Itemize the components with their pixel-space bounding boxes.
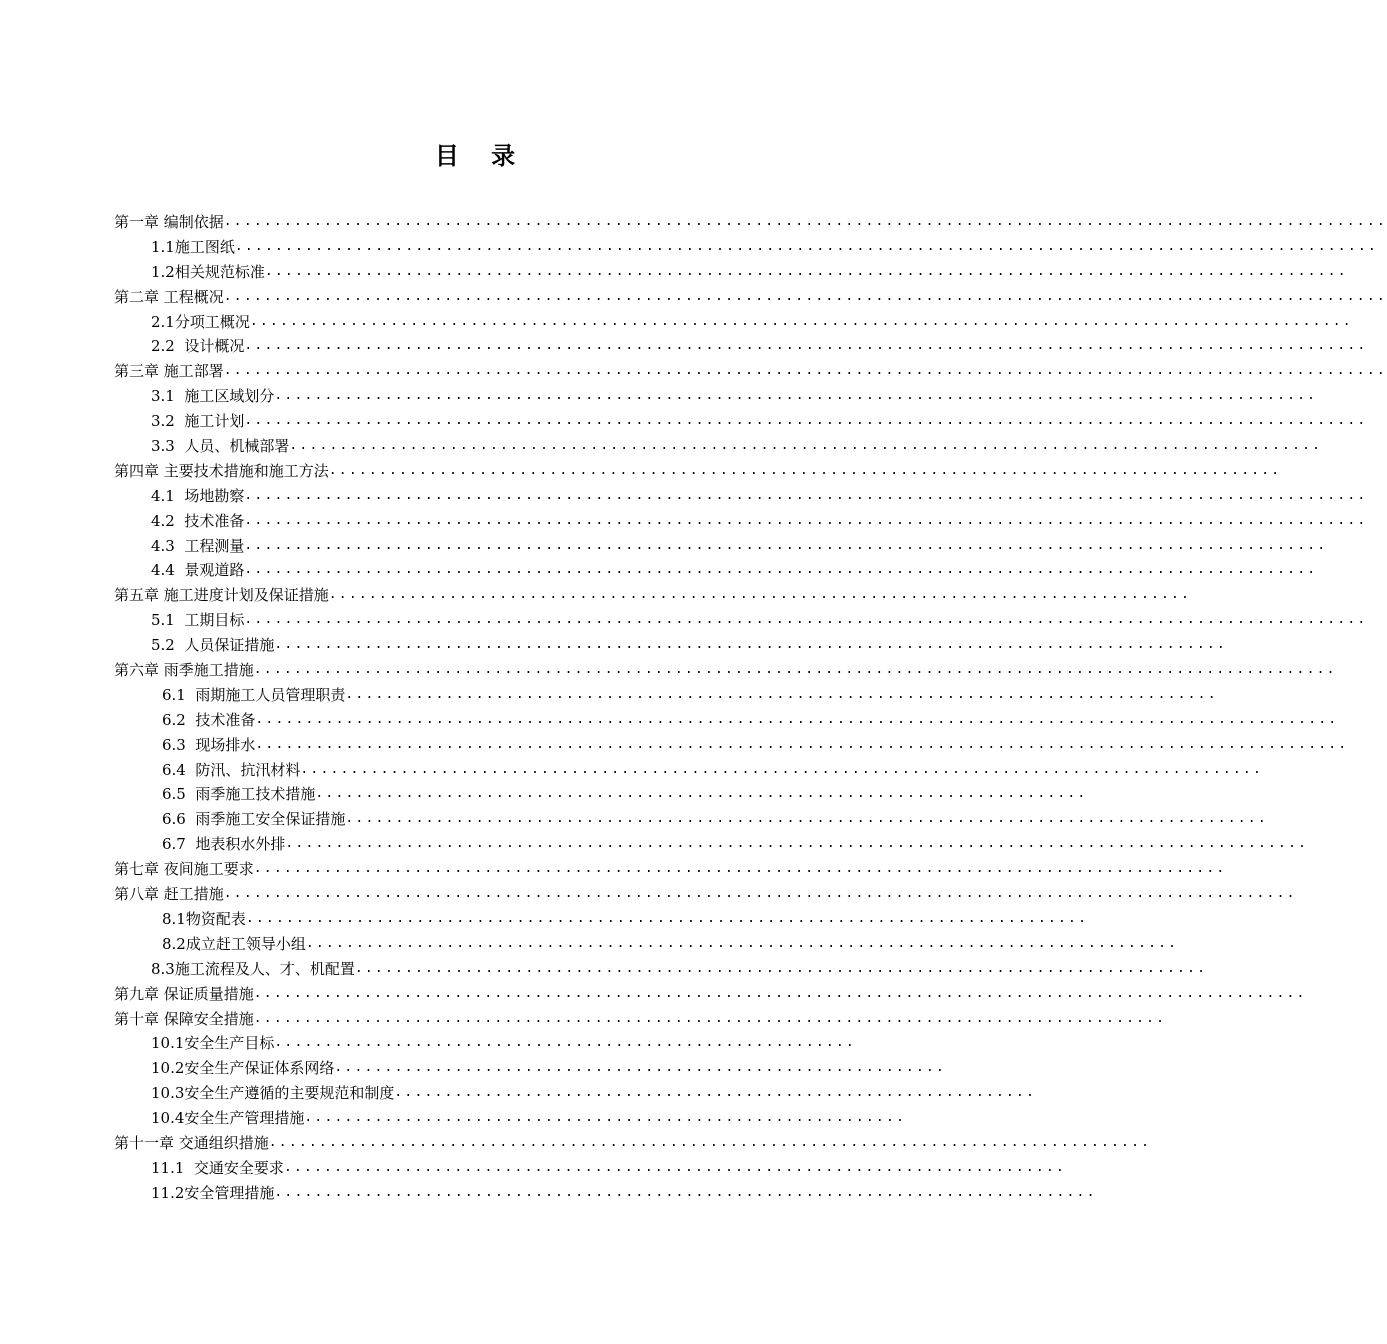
toc-section-entry[interactable]	[0, 683, 1218, 708]
toc-section-entry[interactable]	[0, 907, 1089, 932]
toc-entry-label: 6.1 雨期施工人员管理职责	[162, 685, 346, 704]
toc-section-entry[interactable]	[0, 434, 1323, 459]
toc-dot-leader: ....................................................................................................................	[223, 288, 1387, 304]
toc-dot-leader: .............................................................................................................	[255, 736, 1349, 752]
toc-dot-leader: ...........................................................................................	[253, 1010, 1167, 1026]
toc-entry-label: 6.6 雨季施工安全保证措施	[162, 810, 346, 829]
toc-section-entry[interactable]	[0, 1156, 1067, 1181]
toc-dot-leader: ................................................................................................................	[244, 338, 1368, 354]
toc-section-entry[interactable]	[0, 1081, 1037, 1106]
toc-dot-leader: ..................................................................................	[274, 1184, 1097, 1200]
toc-entry-label: 第四章 主要技术措施和施工方法	[114, 461, 329, 480]
toc-dot-leader: ............................................................	[304, 1110, 907, 1126]
toc-entry-label: 6.7 地表积水外排	[162, 835, 286, 854]
toc-entry-label: 1.1施工图纸	[151, 237, 235, 256]
toc-dot-leader: .............................................................	[334, 1060, 947, 1076]
toc-chapter-entry[interactable]	[0, 1131, 1152, 1156]
toc-section-entry[interactable]	[0, 484, 1368, 509]
toc-dot-leader: ................................................................................................................	[244, 413, 1368, 429]
toc-entry-label: 6.3 现场排水	[162, 735, 256, 754]
toc-entry-label: 第十一章 交通组织措施	[114, 1133, 269, 1152]
toc-chapter-entry[interactable]	[0, 1007, 1167, 1032]
toc-section-entry[interactable]	[0, 558, 1318, 583]
toc-entry-label: 4.2 技术准备	[151, 511, 245, 530]
toc-entry-label: 第十章 保障安全措施	[114, 1009, 254, 1028]
toc-section-entry[interactable]	[0, 1031, 950, 1056]
toc-dot-leader: .......................................................................................	[345, 686, 1218, 702]
toc-dot-leader: ..........................................................	[274, 1035, 856, 1051]
toc-chapter-entry[interactable]	[0, 982, 1307, 1007]
toc-entry-label: 10.4安全生产管理措施	[151, 1109, 305, 1128]
toc-dot-leader: ............................................................................................	[345, 811, 1268, 827]
toc-entry-label: 第九章 保证质量措施	[114, 984, 254, 1003]
toc-section-entry[interactable]	[0, 310, 1353, 335]
toc-entry-label: 8.2成立赶工领导小组	[162, 934, 306, 953]
toc-dot-leader: ....................................................................................................................	[223, 214, 1387, 229]
toc-section-entry[interactable]	[0, 832, 1309, 857]
toc-entry-label: 3.1 施工区域划分	[151, 387, 275, 406]
toc-chapter-entry[interactable]	[0, 459, 1282, 484]
toc-dot-leader: .......................................................................................................	[289, 438, 1323, 454]
toc-dot-leader: .............................................................................	[315, 786, 1088, 802]
toc-entry-label: 6.5 雨季施工技术措施	[162, 785, 316, 804]
toc-dot-leader: ................................................................................................................	[244, 487, 1368, 503]
toc-entry-label: 第三章 施工部署	[114, 362, 224, 381]
toc-chapter-entry[interactable]	[0, 359, 1387, 384]
toc-entry-label: 第一章 编制依据	[114, 213, 224, 231]
toc-dot-leader: ....................................................................................................................	[223, 363, 1387, 379]
toc-entry-label: 3.2 施工计划	[151, 412, 245, 431]
toc-entry-label: 第八章 赶工措施	[114, 885, 224, 904]
toc-entry-label: 10.1安全生产目标	[151, 1034, 275, 1053]
toc-entry-label: 第六章 雨季施工措施	[114, 661, 254, 680]
toc-dot-leader: .......................................................................................	[305, 935, 1179, 951]
toc-entry-label: 3.3 人员、机械部署	[151, 437, 290, 456]
toc-entry-label: 10.3安全生产遵循的主要规范和制度	[151, 1084, 395, 1103]
toc-chapter-entry[interactable]	[0, 583, 1192, 608]
toc-chapter-entry[interactable]	[0, 210, 1387, 235]
toc-entry-label: 6.2 技术准备	[162, 710, 256, 729]
toc-section-entry[interactable]	[0, 733, 1349, 758]
toc-dot-leader: ............................................................................................................	[253, 662, 1337, 678]
toc-section-entry[interactable]	[0, 1181, 1097, 1206]
toc-section-entry[interactable]	[0, 633, 1227, 658]
toc-entry-label: 8.3施工流程及人、才、机配置	[151, 959, 355, 978]
toc-dot-leader: ...............................................................................................	[328, 462, 1282, 478]
toc-chapter-entry[interactable]	[0, 658, 1337, 683]
toc-entry-label: 第七章 夜间施工要求	[114, 860, 254, 879]
toc-dot-leader: ................................................................................................................	[244, 512, 1368, 528]
toc-dot-leader: ................................................................................................	[300, 761, 1263, 777]
toc-section-entry[interactable]	[0, 932, 1179, 957]
toc-section-entry[interactable]	[0, 758, 1263, 783]
toc-section-entry[interactable]	[0, 957, 1208, 982]
toc-dot-leader: .................................................................................................	[253, 861, 1227, 877]
toc-section-entry[interactable]	[0, 782, 1088, 807]
toc-section-entry[interactable]	[0, 534, 1328, 559]
toc-section-entry[interactable]	[0, 708, 1339, 733]
toc-entry-label: 4.1 场地勘察	[151, 486, 245, 505]
toc-section-entry[interactable]	[0, 1056, 950, 1081]
toc-dot-leader: ............................................................................................................	[255, 711, 1339, 727]
toc-dot-leader: ................................................................................................................	[244, 612, 1368, 628]
toc-section-entry[interactable]	[0, 260, 1348, 285]
toc-entry-label: 4.4 景观道路	[151, 561, 245, 580]
toc-section-entry[interactable]	[0, 608, 1368, 633]
toc-dot-leader: ......................................................................................	[328, 587, 1192, 603]
toc-chapter-entry[interactable]	[0, 857, 1227, 882]
table-of-contents	[0, 210, 1387, 1206]
toc-dot-leader: ...........................................................................................................	[223, 886, 1297, 902]
toc-dot-leader: ................................................................	[394, 1085, 1037, 1101]
toc-section-entry[interactable]	[0, 334, 1368, 359]
toc-dot-leader: .........................................................................................................	[253, 985, 1307, 1001]
toc-dot-leader: ..............................................................................	[283, 1159, 1067, 1175]
toc-entry-label: 第二章 工程概况	[114, 287, 224, 306]
toc-entry-label: 1.2相关规范标准	[151, 262, 265, 281]
toc-section-entry[interactable]	[0, 509, 1368, 534]
toc-entry-label: 11.2安全管理措施	[151, 1183, 275, 1202]
toc-dot-leader: ........................................................................................................	[274, 388, 1318, 404]
toc-dot-leader: ...........................................................................................................	[244, 562, 1318, 578]
page-title: 目 录	[434, 142, 528, 170]
toc-section-entry[interactable]	[0, 1106, 950, 1131]
toc-dot-leader: ............................................................................................................	[264, 263, 1348, 279]
toc-dot-leader: ......................................................................................................	[285, 836, 1309, 852]
toc-dot-leader: ............................................................................................................	[244, 537, 1328, 553]
toc-section-entry[interactable]	[0, 384, 1318, 409]
toc-dot-leader: ..............................................................................................................	[249, 313, 1353, 329]
toc-entry-label: 4.3 工程测量	[151, 536, 245, 555]
toc-section-entry[interactable]	[0, 409, 1368, 434]
toc-dot-leader: .....................................................................................	[354, 960, 1208, 976]
toc-dot-leader: ........................................................................................	[268, 1134, 1152, 1150]
toc-entry-label: 6.4 防汛、抗汛材料	[162, 760, 301, 779]
toc-entry-label: 第五章 施工进度计划及保证措施	[114, 586, 329, 605]
toc-entry-label: 2.2 设计概况	[151, 337, 245, 356]
toc-entry-label: 8.1物资配表	[162, 909, 246, 928]
toc-entry-label: 10.2安全生产保证体系网络	[151, 1059, 335, 1078]
toc-chapter-entry[interactable]	[0, 285, 1387, 310]
toc-dot-leader: ..................................................................................................................	[234, 238, 1378, 254]
toc-section-entry[interactable]	[0, 807, 1268, 832]
toc-dot-leader: ....................................................................................	[245, 910, 1089, 926]
toc-entry-label: 5.2 人员保证措施	[151, 636, 275, 655]
toc-dot-leader: ...............................................................................................	[274, 637, 1227, 653]
toc-chapter-entry[interactable]	[0, 882, 1297, 907]
toc-entry-label: 2.1分项工概况	[151, 312, 250, 331]
toc-entry-label: 5.1 工期目标	[151, 611, 245, 630]
toc-section-entry[interactable]	[0, 235, 1378, 260]
toc-entry-label: 11.1 交通安全要求	[151, 1158, 284, 1177]
